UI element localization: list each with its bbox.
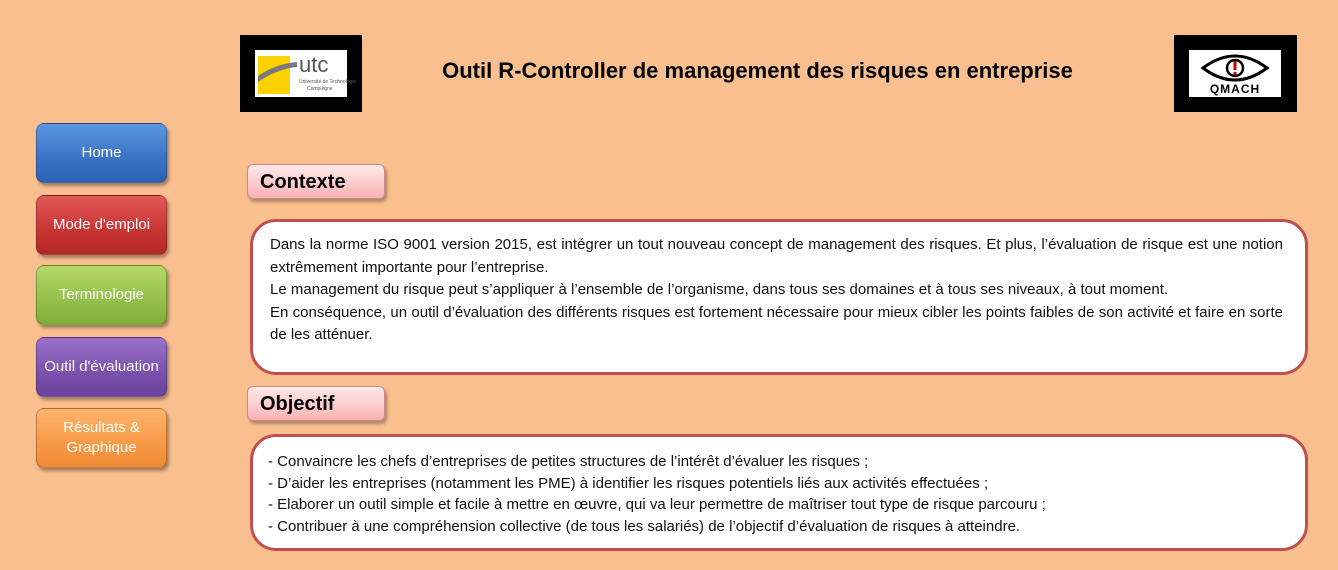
outil-evaluation-button[interactable]: Outil d'évaluation <box>36 337 167 397</box>
contexte-heading: Contexte <box>247 164 385 199</box>
mode-emploi-button[interactable]: Mode d'emploi <box>36 195 167 255</box>
objectif-bullet: - Elaborer un outil simple et facile à mettre en œuvre, qui va leur permettre de maîtriser tout type de risque parcouru ; <box>268 496 1046 513</box>
objectif-bullet: - Contribuer à une compréhension collective (de tous les salariés) de l’objectif d’évaluation de risques à atteindre. <box>268 517 1021 535</box>
qmach-logo <box>1174 35 1297 112</box>
objectif-bullet: - Convaincre les chefs d’entreprises de petites structures de l’intérêt d’évaluer les risques ; <box>268 453 869 470</box>
contexte-paragraph: Le management du risque peut s’appliquer à l’ensemble de l’organisme, dans tous ses domaines et à tous ses niveaux, à tout moment. <box>270 281 1169 298</box>
objectif-heading: Objectif <box>247 386 385 421</box>
contexte-box <box>250 219 1308 375</box>
contexte-paragraph: Dans la norme ISO 9001 version 2015, est intégrer un tout nouveau concept de management des risques. Et plus, l’évaluation de risque est une notion extrêmement importante pour l’entreprise. <box>270 236 1283 276</box>
resultats-graphique-button[interactable]: Résultats & Graphique <box>36 408 167 468</box>
objectif-box <box>250 434 1308 551</box>
objectif-bullet: - D’aider les entreprises (notamment les PME) à identifier les risques potentiels liés aux activités effectuées ; <box>268 474 989 492</box>
page-title: Outil R-Controller de management des risques en entreprise <box>442 58 1073 83</box>
terminologie-button[interactable]: Terminologie <box>36 265 167 325</box>
home-button[interactable]: Home <box>36 123 167 183</box>
qmach-logo-text: QMACH <box>1209 82 1261 96</box>
utc-logo <box>240 35 362 112</box>
utc-logo-subtext-2: Compiègne <box>307 86 333 92</box>
utc-logo-subtext: Université de Technologie <box>299 79 357 85</box>
contexte-paragraph: En conséquence, un outil d’évaluation des différents risques est fortement nécessaire pour mieux cibler les points faibles de son activité et faire en sorte de les atténuer. <box>270 303 1283 343</box>
utc-logo-text: utc <box>299 52 329 77</box>
